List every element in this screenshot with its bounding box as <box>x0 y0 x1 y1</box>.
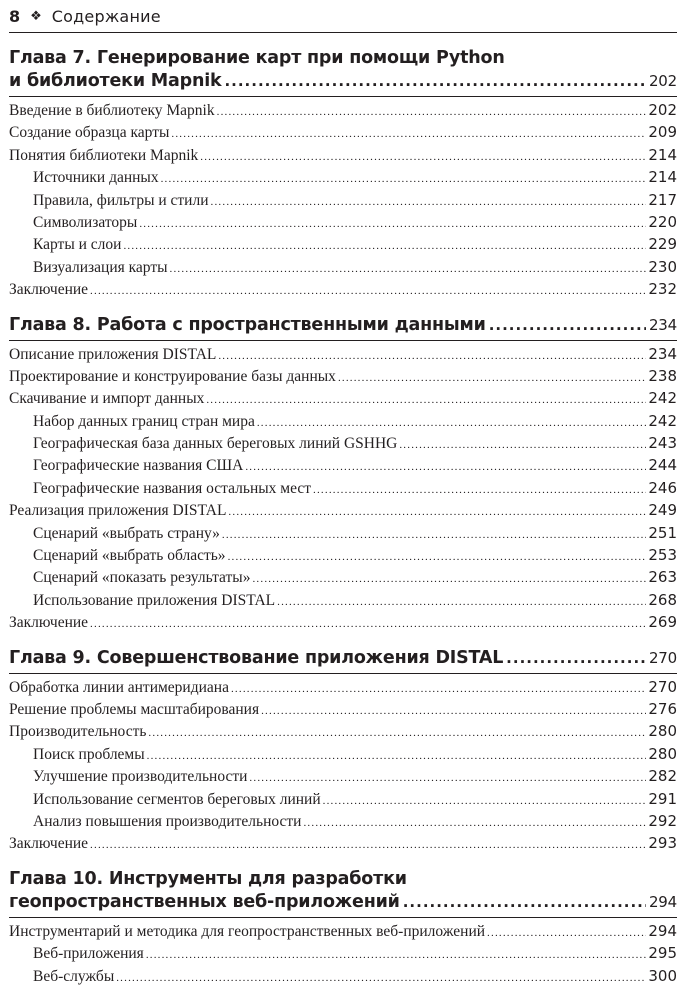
toc-entry-title: Использование приложения DISTAL <box>33 591 276 609</box>
toc-entry-page-number: 217 <box>648 190 677 209</box>
dot-leader <box>123 235 646 257</box>
toc-entry-title: Инструментарий и методика для геопространственных веб-приложений <box>9 922 486 940</box>
chapter-title-text: Глава 9. Совершенствование приложения DISTAL <box>9 647 504 668</box>
toc-entry-title: Анализ повышения производительности <box>33 812 302 830</box>
toc-entry <box>9 477 677 499</box>
toc-entry <box>9 611 677 633</box>
toc-entry-page-number: 291 <box>648 789 677 808</box>
toc-entry <box>9 99 677 121</box>
toc-entry <box>9 454 677 476</box>
diamond-ornament-icon: ❖ <box>30 8 42 24</box>
toc-entry-title: Заключение <box>9 614 89 632</box>
toc-entry-page-number: 276 <box>648 699 677 718</box>
toc-entry-title: Географическая база данных береговых линий GSHHG <box>33 435 398 453</box>
dot-leader <box>489 314 646 337</box>
dot-leader <box>222 524 646 546</box>
toc-entry <box>9 256 677 278</box>
dot-leader <box>90 613 646 635</box>
dot-leader <box>90 834 646 856</box>
dot-leader <box>245 456 646 478</box>
chapter-divider <box>9 96 677 97</box>
toc-entry-page-number: 234 <box>648 344 677 363</box>
dot-leader <box>139 213 646 235</box>
toc-entry-title: Заключение <box>9 835 89 853</box>
toc-entry <box>9 965 677 987</box>
dot-leader <box>487 922 646 944</box>
toc-entry-page-number: 280 <box>648 744 677 763</box>
dot-leader <box>231 678 646 700</box>
dot-leader <box>399 434 646 456</box>
toc-entry-page-number: 229 <box>648 235 677 254</box>
table-of-contents <box>9 47 677 987</box>
running-header <box>9 0 677 33</box>
chapter-title <box>9 647 677 670</box>
toc-entry <box>9 920 677 942</box>
toc-entry-page-number: 214 <box>648 145 677 164</box>
dot-leader <box>303 812 646 834</box>
dot-leader <box>338 367 646 389</box>
chapter-divider <box>9 673 677 674</box>
toc-entry-page-number: 232 <box>648 280 677 299</box>
toc-entry <box>9 676 677 698</box>
toc-entry-title: Заключение <box>9 281 89 299</box>
toc-entry-title: Скачивание и импорт данных <box>9 390 205 408</box>
section-title: Содержание <box>51 6 161 26</box>
dot-leader <box>228 501 646 523</box>
toc-entry <box>9 788 677 810</box>
dot-leader <box>403 891 646 914</box>
dot-leader <box>147 745 647 767</box>
toc-entry <box>9 233 677 255</box>
toc-entry-page-number: 292 <box>648 811 677 830</box>
toc-entry-page-number: 246 <box>648 478 677 497</box>
chapter-divider <box>9 917 677 918</box>
dot-leader <box>224 70 646 93</box>
dot-leader <box>171 123 646 145</box>
toc-entry <box>9 189 677 211</box>
toc-entry-title: Решение проблемы масштабирования <box>9 700 260 718</box>
toc-entry <box>9 698 677 720</box>
chapter-divider <box>9 340 677 341</box>
toc-entry-page-number: 269 <box>648 613 677 632</box>
dot-leader <box>228 546 647 568</box>
toc-entry-title: Набор данных границ стран мира <box>33 412 255 430</box>
toc-entry <box>9 121 677 143</box>
toc-entry <box>9 499 677 521</box>
chapter-title <box>9 47 677 70</box>
toc-entry-title: Производительность <box>9 723 147 741</box>
toc-entry-title: Поиск проблемы <box>33 745 145 763</box>
chapter-title <box>9 314 677 337</box>
toc-entry <box>9 743 677 765</box>
toc-entry-title: Источники данных <box>33 169 159 187</box>
toc-entry-page-number: 244 <box>648 456 677 475</box>
chapter-page-number: 294 <box>648 892 677 911</box>
toc-entry-title: Использование сегментов береговых линий <box>33 790 321 808</box>
toc-entry-page-number: 249 <box>648 501 677 520</box>
toc-entry <box>9 432 677 454</box>
chapter-page-number: 270 <box>648 648 677 667</box>
dot-leader <box>313 479 646 501</box>
toc-entry-page-number: 202 <box>648 101 677 119</box>
toc-entry <box>9 365 677 387</box>
toc-entry-title: Понятия библиотеки Mapnik <box>9 146 199 164</box>
dot-leader <box>261 700 646 722</box>
toc-entry <box>9 942 677 964</box>
toc-entry-title: Проектирование и конструирование базы данных <box>9 367 336 385</box>
dot-leader <box>206 389 646 411</box>
toc-entry-page-number: 263 <box>648 568 677 587</box>
toc-entry-title: Карты и слои <box>33 236 122 254</box>
toc-entry-title: Описание приложения DISTAL <box>9 345 217 363</box>
dot-leader <box>116 967 646 989</box>
toc-entry <box>9 810 677 832</box>
toc-entry-page-number: 295 <box>648 944 677 963</box>
toc-entry-page-number: 220 <box>648 212 677 231</box>
chapter-title-text: геопространственных веб-приложений <box>9 891 400 912</box>
toc-entry <box>9 589 677 611</box>
toc-entry-title: Правила, фильтры и стили <box>33 191 209 209</box>
toc-entry-page-number: 230 <box>648 257 677 276</box>
toc-entry-title: Сценарий «показать результаты» <box>33 569 251 587</box>
toc-entry-title: Реализация приложения DISTAL <box>9 502 227 520</box>
toc-entry-page-number: 300 <box>648 966 677 985</box>
toc-entry-page-number: 293 <box>648 834 677 853</box>
toc-entry <box>9 166 677 188</box>
toc-entry-title: Сценарий «выбрать область» <box>33 547 226 565</box>
chapter-section <box>9 868 677 987</box>
toc-entry <box>9 765 677 787</box>
toc-entry-page-number: 242 <box>648 389 677 408</box>
chapter-section <box>9 314 677 634</box>
toc-entry-page-number: 214 <box>648 168 677 187</box>
chapter-title <box>9 868 677 891</box>
toc-entry-page-number: 209 <box>648 123 677 142</box>
dot-leader <box>148 722 646 744</box>
toc-entry <box>9 144 677 166</box>
chapter-page-number: 202 <box>648 72 677 90</box>
page-number: 8 <box>9 6 21 26</box>
toc-entry-page-number: 238 <box>648 366 677 385</box>
chapter-title <box>9 891 677 914</box>
toc-entry-page-number: 251 <box>648 523 677 542</box>
dot-leader <box>200 146 646 168</box>
toc-entry-page-number: 270 <box>648 677 677 696</box>
toc-entry-title: Веб-службы <box>33 967 115 985</box>
toc-entry-title: Введение в библиотеку Mapnik <box>9 102 215 119</box>
toc-entry-page-number: 282 <box>648 767 677 786</box>
dot-leader <box>217 101 647 123</box>
toc-entry-title: Обработка линии антимеридиана <box>9 678 229 696</box>
toc-entry-title: Сценарий «выбрать страну» <box>33 524 220 542</box>
dot-leader <box>170 258 647 280</box>
chapter-title-text: и библиотеки Mapnik <box>9 71 222 91</box>
chapter-title-text: Глава 7. Генерирование карт при помощи Python <box>9 48 505 68</box>
toc-entry <box>9 343 677 365</box>
chapter-title-text: Глава 8. Работа с пространственными данными <box>9 314 486 335</box>
dot-leader <box>506 647 646 670</box>
dot-leader <box>323 790 647 812</box>
dot-leader <box>211 191 647 213</box>
toc-page <box>9 0 677 987</box>
toc-entry-page-number: 280 <box>648 722 677 741</box>
chapter-title-text: Глава 10. Инструменты для разработки <box>9 868 407 889</box>
dot-leader <box>218 345 646 367</box>
toc-entry-title: Визуализация карты <box>33 258 168 276</box>
toc-entry-title: Символизаторы <box>33 213 138 231</box>
toc-entry <box>9 566 677 588</box>
chapter-title <box>9 70 677 93</box>
chapter-section <box>9 647 677 855</box>
dot-leader <box>277 591 646 613</box>
toc-entry <box>9 544 677 566</box>
toc-entry <box>9 410 677 432</box>
toc-entry <box>9 522 677 544</box>
dot-leader <box>257 412 647 434</box>
toc-entry <box>9 211 677 233</box>
toc-entry-title: Географические названия США <box>33 457 244 475</box>
chapter-page-number: 234 <box>648 315 677 334</box>
toc-entry-title: Создание образца карты <box>9 124 170 142</box>
toc-entry-page-number: 242 <box>648 411 677 430</box>
toc-entry <box>9 278 677 300</box>
dot-leader <box>249 767 646 789</box>
chapter-section <box>9 47 677 301</box>
dot-leader <box>90 280 646 302</box>
toc-entry-title: Улучшение производительности <box>33 768 248 786</box>
toc-entry <box>9 832 677 854</box>
toc-entry-page-number: 268 <box>648 590 677 609</box>
toc-entry-page-number: 243 <box>648 434 677 453</box>
toc-entry <box>9 720 677 742</box>
toc-entry-page-number: 294 <box>648 921 677 940</box>
toc-entry-title: Географические названия остальных мест <box>33 479 312 497</box>
toc-entry-page-number: 253 <box>648 546 677 565</box>
toc-entry-title: Веб-приложения <box>33 945 144 963</box>
dot-leader <box>146 944 647 966</box>
dot-leader <box>252 568 646 590</box>
toc-entry <box>9 387 677 409</box>
dot-leader <box>161 168 647 190</box>
